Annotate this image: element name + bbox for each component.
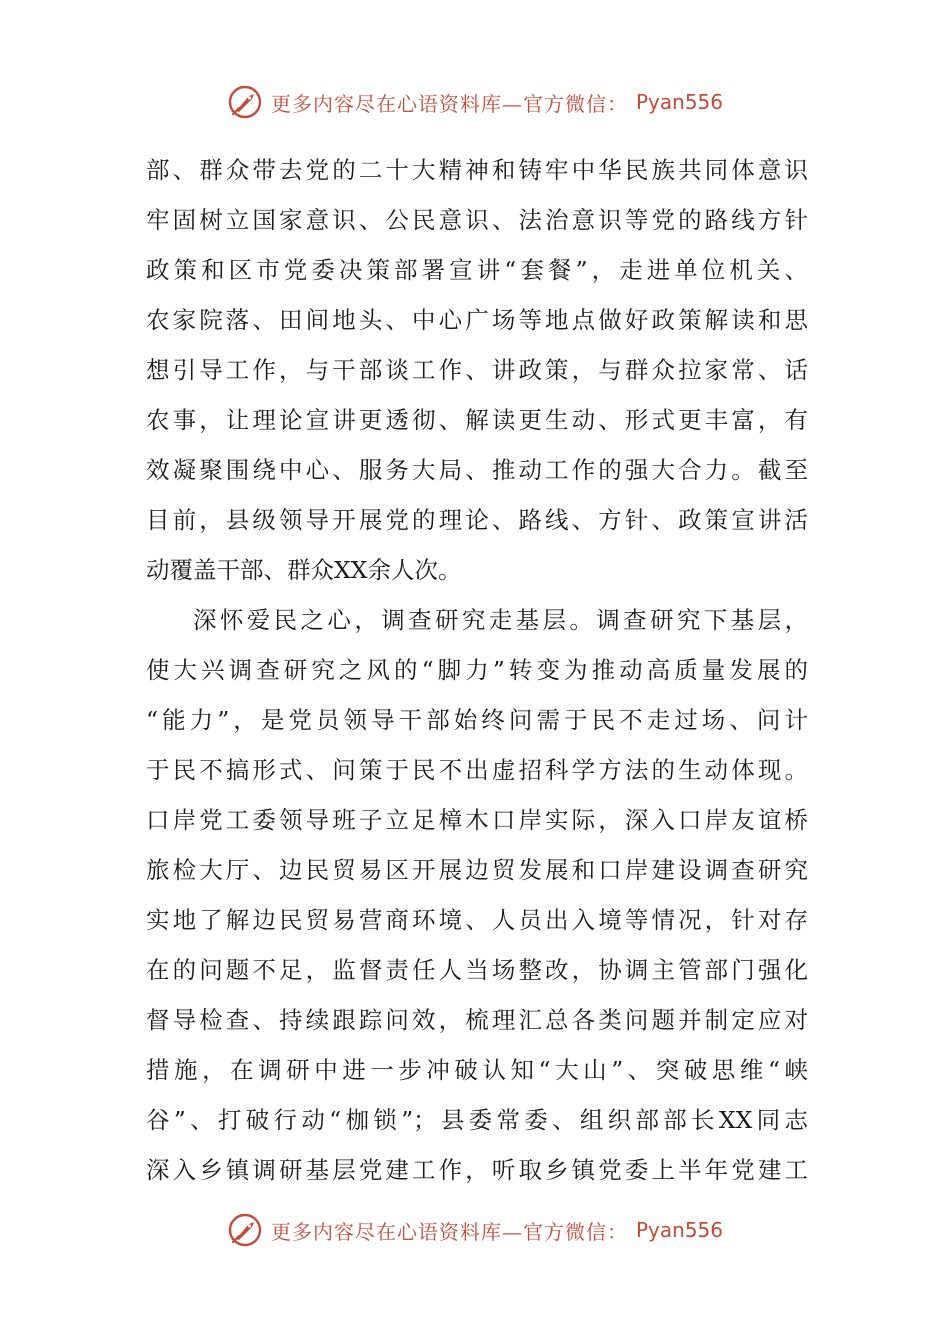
text-line: 谷”、打破行动“枷锁”；县委常委、组织部部长XX同志 xyxy=(146,1106,808,1134)
text-line: 督导检查、持续跟踪问效，梳理汇总各类问题并制定应对 xyxy=(146,1006,808,1034)
text-line: 实地了解边民贸易营商环境、人员出入境等情况，针对存 xyxy=(146,906,808,934)
text-line: 农事，让理论宣讲更透彻、解读更生动、形式更丰富，有 xyxy=(146,406,808,434)
text-line: 动覆盖干部、群众XX余人次。 xyxy=(146,556,462,584)
text-line: 旅检大厅、边民贸易区开展边贸发展和口岸建设调查研究 xyxy=(146,856,808,884)
header-watermark xyxy=(0,84,950,120)
text-line: 于民不搞形式、问策于民不出虚招科学方法的生动体现。 xyxy=(146,756,808,784)
watermark-text: 更多内容尽在心语资料库—官方微信： xyxy=(270,1219,628,1244)
text-line: 目前，县级领导开展党的理论、路线、方针、政策宣讲活 xyxy=(146,506,808,534)
pen-nib-circle-icon xyxy=(227,84,263,120)
watermark-handle: Pyan556 xyxy=(635,90,723,114)
text-line: 效凝聚围绕中心、服务大局、推动工作的强大合力。截至 xyxy=(146,456,808,484)
paragraph-start-line: 深怀爱民之心，调查研究走基层。调查研究下基层， xyxy=(193,606,808,634)
pen-nib-circle-icon xyxy=(227,1212,263,1248)
text-line: 部、群众带去党的二十大精神和铸牢中华民族共同体意识 xyxy=(146,156,808,184)
text-line: 农家院落、田间地头、中心广场等地点做好政策解读和思 xyxy=(146,306,808,334)
text-line: 使大兴调查研究之风的“脚力”转变为推动高质量发展的 xyxy=(146,656,808,684)
text-line: 想引导工作，与干部谈工作、讲政策，与群众拉家常、话 xyxy=(146,356,808,384)
text-line: 在的问题不足，监督责任人当场整改，协调主管部门强化 xyxy=(146,956,808,984)
text-line: 深入乡镇调研基层党建工作，听取乡镇党委上半年党建工 xyxy=(146,1156,808,1184)
watermark-handle: Pyan556 xyxy=(635,1218,723,1242)
document-body xyxy=(146,145,808,1195)
text-line: 政策和区市党委决策部署宣讲“套餐”，走进单位机关、 xyxy=(146,256,808,284)
footer-watermark xyxy=(0,1212,950,1248)
text-line: 措施，在调研中进一步冲破认知“大山”、突破思维“峡 xyxy=(146,1056,808,1084)
text-line: 牢固树立国家意识、公民意识、法治意识等党的路线方针 xyxy=(146,206,808,234)
text-line: “能力”，是党员领导干部始终问需于民不走过场、问计 xyxy=(146,706,808,734)
text-line: 口岸党工委领导班子立足樟木口岸实际，深入口岸友谊桥 xyxy=(146,806,808,834)
watermark-text: 更多内容尽在心语资料库—官方微信： xyxy=(270,91,628,116)
